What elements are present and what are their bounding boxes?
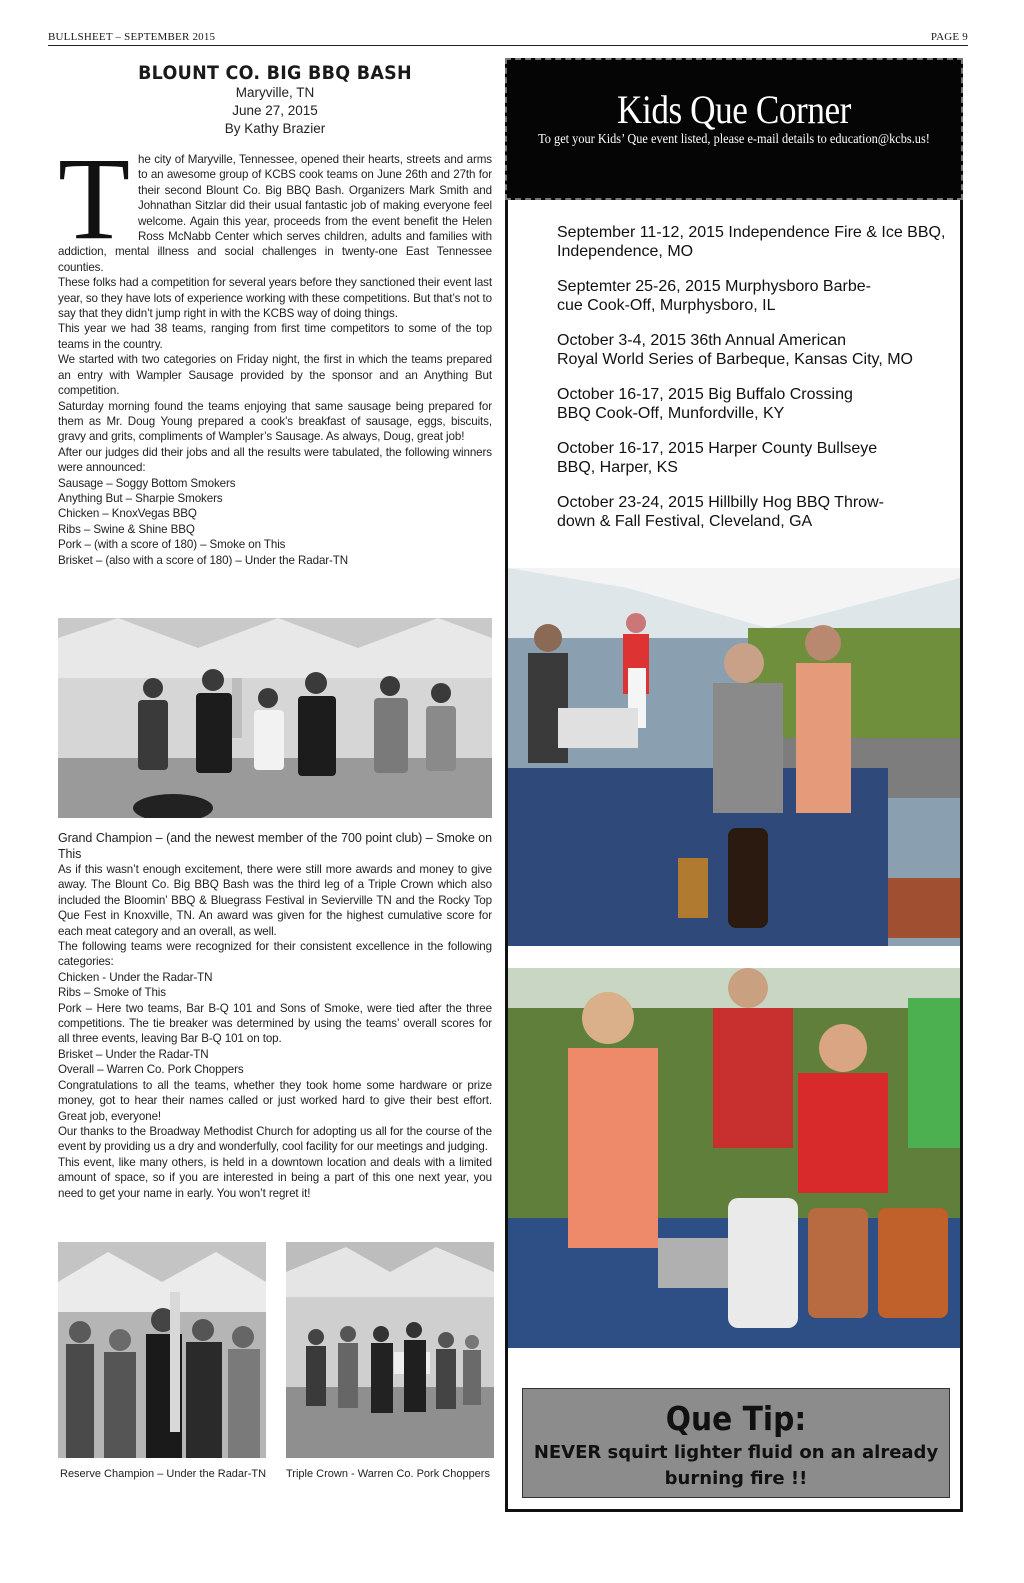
page-header <box>48 30 968 46</box>
triple-crown-caption: Triple Crown - Warren Co. Pork Choppers <box>286 1468 490 1480</box>
article-byline: By Kathy Brazier <box>224 121 326 136</box>
paragraph: After our judges did their jobs and all the results were tabulated, the following winners were announced: <box>58 445 492 475</box>
drop-cap: T <box>58 133 130 264</box>
article-location: Maryville, TN <box>235 85 315 100</box>
event-item <box>557 386 957 423</box>
category-line: Ribs – Smoke of This <box>58 986 166 1000</box>
paragraph: These folks had a competition for several years before they sanctioned their event last year, so they have lots of experience working with these competitions. But that’s not to say that they didn’t jump right in with the KCBS way of doing things. <box>58 276 492 321</box>
winner-line: Sausage – Soggy Bottom Smokers <box>58 476 236 490</box>
event-item <box>557 224 957 261</box>
event-line: BBQ, Harper, KS <box>557 458 678 476</box>
article <box>58 62 492 568</box>
event-line: down & Fall Festival, Cleveland, GA <box>557 512 813 530</box>
grand-champion-line: Grand Champion – (and the newest member of the 700 point club) – Smoke on This <box>58 831 492 861</box>
article-date: June 27, 2015 <box>232 103 318 118</box>
article-body-bottom <box>58 830 492 1201</box>
event-line: Independence, MO <box>557 242 694 260</box>
event-line: Septemter 25-26, 2015 Murphysboro Barbe- <box>557 278 871 295</box>
paragraph: This event, like many others, is held in a downtown location and deals with a limited amount of space, so if you are interested in being a part of this one next year, you need to get your name in early. You won’t regret it! <box>58 1155 492 1200</box>
article-body-top <box>58 133 492 568</box>
event-item <box>557 278 957 315</box>
event-line: October 23-24, 2015 Hillbilly Hog BBQ Throw- <box>557 494 884 511</box>
article-title: BLOUNT CO. BIG BBQ BASH <box>138 62 412 84</box>
kids-cooking-photo-1 <box>508 568 960 946</box>
category-line: Chicken - Under the Radar-TN <box>58 970 213 984</box>
kids-que-corner-banner <box>505 58 963 200</box>
paragraph: We started with two categories on Friday night, the first in which the teams prepared an entry with Wampler Sausage provided by the sponsor and an Anything But competition. <box>58 353 492 398</box>
kids-que-corner-subtitle: To get your Kids’ Que event listed, please e-mail details to education@kcbs.us! <box>538 132 930 147</box>
event-line: October 16-17, 2015 Harper County Bullseye <box>557 440 878 457</box>
category-line: Brisket – Under the Radar-TN <box>58 1047 209 1061</box>
reserve-champion-caption: Reserve Champion – Under the Radar-TN <box>60 1468 267 1480</box>
paragraph: As if this wasn’t enough excitement, there were still more awards and money to give away. The Blount Co. Big BBQ Bash was the third leg of a Triple Crown which also included the Bloomin’ BBQ & Bluegrass Festival in Sevierville TN and the Rocky Top Que Fest in Knoxville, TN. An award was given for the highest cumulative score for each meat category and an overall, as well. <box>58 863 492 938</box>
paragraph: This year we had 38 teams, ranging from first time competitors to some of the top teams in the country. <box>58 322 492 351</box>
event-line: September 11-12, 2015 Independence Fire & Ice BBQ, <box>557 224 946 241</box>
event-line: cue Cook-Off, Murphysboro, IL <box>557 296 776 314</box>
event-item <box>557 440 957 477</box>
winner-line: Chicken – KnoxVegas BBQ <box>58 507 197 521</box>
event-item <box>557 494 957 531</box>
que-tip-text: NEVER squirt lighter fluid on an already burning fire !! <box>533 1442 939 1489</box>
event-line: October 3-4, 2015 36th Annual American <box>557 332 847 349</box>
category-line: Pork – Here two teams, Bar B-Q 101 and Sons of Smoke, were tied after the three competitions. The tie breaker was determined by using the teams’ overall scores for all three events, leaving Bar B-Q 101 on top. <box>58 1001 492 1046</box>
reserve-champion-photo <box>58 1242 266 1458</box>
event-item <box>557 332 957 369</box>
event-line: October 16-17, 2015 Big Buffalo Crossing <box>557 386 853 403</box>
que-tip-box <box>522 1388 950 1498</box>
que-tip-title: Que Tip: <box>665 1399 807 1438</box>
winner-line: Pork – (with a score of 180) – Smoke on This <box>58 538 286 552</box>
winner-line: Anything But – Sharpie Smokers <box>58 491 223 505</box>
kids-cooking-photo-2 <box>508 968 960 1348</box>
winner-line: Brisket – (also with a score of 180) – Under the Radar-TN <box>58 553 349 567</box>
category-line: Overall – Warren Co. Pork Choppers <box>58 1063 244 1077</box>
page-number: PAGE 9 <box>930 31 968 43</box>
kids-events-list <box>557 224 957 548</box>
paragraph: Our thanks to the Broadway Methodist Church for adopting us all for the course of the event by providing us a dry and wonderfully, cool facility for our meetings and judging. <box>58 1124 492 1154</box>
paragraph: The following teams were recognized for their consistent excellence in the following categories: <box>58 940 492 969</box>
kids-que-corner-title: Kids Que Corner <box>617 87 851 132</box>
publication-date: BULLSHEET – SEPTEMBER 2015 <box>48 31 216 43</box>
winner-line: Ribs – Swine & Shine BBQ <box>58 522 195 536</box>
event-line: BBQ Cook-Off, Munfordville, KY <box>557 404 785 422</box>
paragraph: Congratulations to all the teams, whether they took home some hardware or prize money, got to hear their names called or just worked hard to give their best effort. Great job, everyone! <box>58 1078 492 1123</box>
event-line: Royal World Series of Barbeque, Kansas City, MO <box>557 350 913 368</box>
paragraph: Saturday morning found the teams enjoying that same sausage being prepared for them as Mr. Doug Young prepared a cook’s breakfast of sausage, eggs, biscuits, gravy and grits, compliments of Wampler’s Sausage. As always, Doug, great job! <box>58 399 492 444</box>
paragraph: he city of Maryville, Tennessee, opened their hearts, streets and arms to an awesome group of KCBS cook teams on June 26th and 27th for their second Blount Co. Big BBQ Bash. Organizers Mark Smith and Johnathan Sitzlar did their usual fantastic job of making everyone feel welcome. Again this year, proceeds from the event benefit the Helen Ross McNabb Center which serves children, adults and families with addiction, mental illness and social challenges in twenty-one East Tennessee counties. <box>58 153 492 274</box>
triple-crown-photo <box>286 1242 494 1458</box>
grand-champion-photo <box>58 618 492 818</box>
